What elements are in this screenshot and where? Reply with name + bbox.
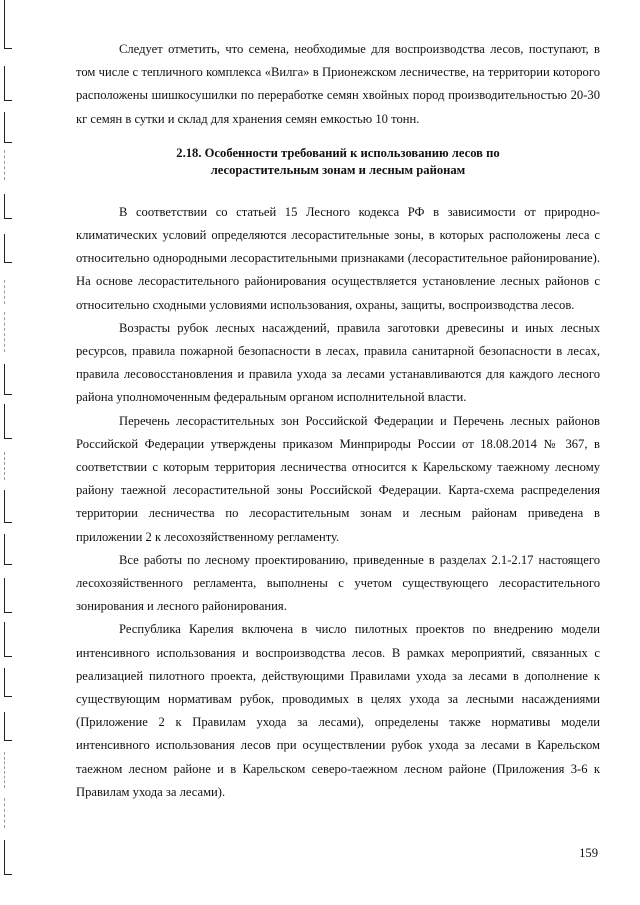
binding-mark: [4, 112, 12, 143]
paragraph-seeds: Следует отметить, что семена, необходимые для воспроизводства лесов, поступают, в том числе с тепличного комплекса «Вилга» в Прионежском лесничестве, на территории которого расположены шишкосушилки по переработке семян хвойных пород производительностью 20-30 кг семян в сутки и склад для хранения семян емкостью 10 тонн.: [76, 42, 600, 126]
binding-mark: [4, 622, 12, 657]
binding-mark: [4, 234, 12, 263]
binding-mark: [4, 404, 12, 439]
section-heading-line1: 2.18. Особенности требований к использованию лесов по: [176, 145, 500, 160]
paragraph-felling-ages: Возрасты рубок лесных насаждений, правила заготовки древесины и иных лесных ресурсов, правила пожарной безопасности в лесах, правила санитарной безопасности в лесах, правила лесовосстановления и правила ухода за лесами устанавливаются для каждого лесного района уполномоченным федеральным органом исполнительной власти.: [76, 320, 600, 405]
binding-mark: [4, 66, 12, 101]
binding-mark: [4, 712, 12, 741]
binding-mark: [4, 578, 12, 613]
binding-mark: [4, 280, 5, 304]
binding-mark: [4, 798, 5, 828]
binding-mark: [4, 840, 12, 875]
binding-mark: [4, 312, 5, 352]
binding-edge-marks: [4, 0, 18, 905]
paragraph-zoning: В соответствии со статьей 15 Лесного кодекса РФ в зависимости от природно-климатических условий определяются лесорастительные зоны, в которых расположены леса с относительно однородными лесорастительными признаками (лесорастительное районирование). На основе лесорастительного районирования осуществляется установление лесных районов с относительно сходными условиями использования, охраны, защиты, воспроизводства лесов.: [76, 204, 600, 312]
binding-mark: [4, 150, 5, 180]
binding-mark: [4, 0, 12, 49]
paragraph-zone-list: Перечень лесорастительных зон Российской Федерации и Перечень лесных районов Российской Федерации утверждены приказом Минприроды России от 18.08.2014 № 367, в соответствии с которым территория лесничества относится к Карельскому таежному лесному району таежной лесорастительной зоны Российской Федерации. Карта-схема распределения территории лесничества по лесорастительным зонам и лесным районам приведена в приложении 2 к лесохозяйственному регламенту.: [76, 413, 600, 544]
binding-mark: [4, 490, 12, 523]
binding-mark: [4, 534, 12, 565]
binding-mark: [4, 194, 12, 219]
binding-mark: [4, 752, 5, 788]
paragraph-karelia-pilot: Республика Карелия включена в число пилотных проектов по внедрению модели интенсивного использования и воспроизводства лесов. В рамках мероприятий, связанных с реализацией пилотного проекта, действующими Правилами ухода за лесами в дополнение к существующим нормативам рубок, проводимых в целях ухода за лесными насаждениями (Приложение 2 к Правилам ухода за лесами), определены также нормативы модели интенсивного использования лесов при осуществлении рубок ухода за лесами в Карельском таежном лесном районе и в Карельском северо-таежном лесном районе (Приложения 3-6 к Правилам ухода за лесами).: [76, 622, 600, 799]
page-number: 159: [579, 846, 598, 860]
document-body: [76, 38, 600, 804]
section-heading: [76, 145, 600, 179]
paragraph-design-works: Все работы по лесному проектированию, приведенные в разделах 2.1-2.17 настоящего лесохозяйственного регламента, выполнены с учетом существующего лесорастительного зонирования и лесного районирования.: [76, 552, 600, 614]
binding-mark: [4, 668, 12, 697]
binding-mark: [4, 364, 12, 395]
section-heading-line2: лесорастительным зонам и лесным районам: [210, 162, 466, 177]
binding-mark: [4, 452, 5, 480]
